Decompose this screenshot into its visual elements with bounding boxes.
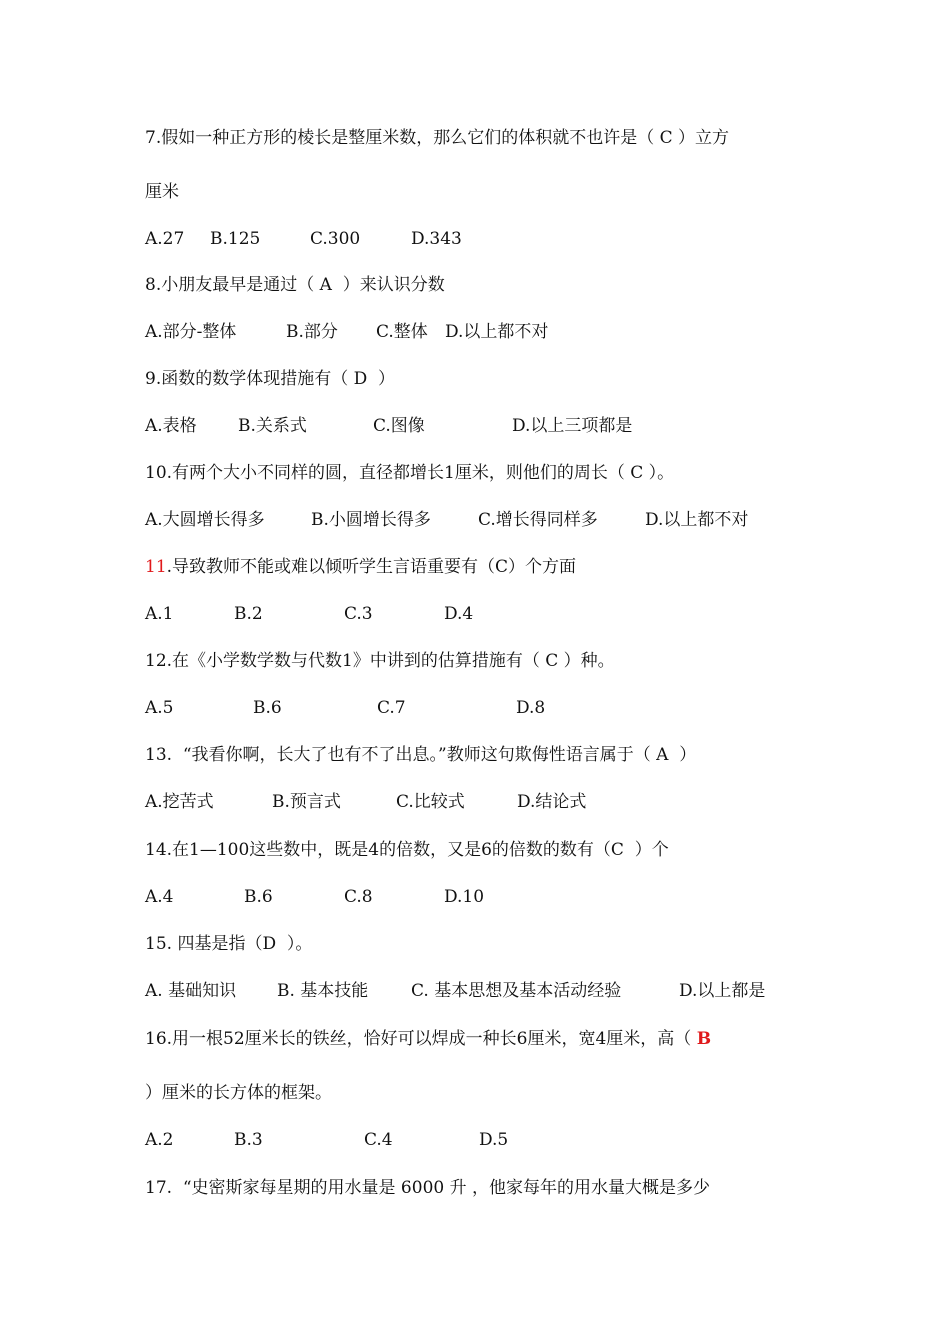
question-16-line-1 bbox=[145, 1028, 711, 1050]
option-b: B.2 bbox=[234, 604, 263, 624]
question-17: 17. “史密斯家每星期的用水量是 6000 升 ，他家每年的用水量大概是多少 bbox=[145, 1178, 711, 1198]
option-d: D.5 bbox=[479, 1130, 509, 1150]
option-c: C.增长得同样多 bbox=[478, 510, 598, 530]
question-8: 8.小朋友最早是通过（ A ）来认识分数 bbox=[145, 275, 445, 295]
option-c: C.整体 bbox=[376, 322, 428, 342]
option-a: A.挖苦式 bbox=[145, 792, 214, 812]
option-b: B.关系式 bbox=[238, 416, 307, 436]
option-b: B.3 bbox=[234, 1130, 263, 1150]
option-b: B.小圆增长得多 bbox=[311, 510, 431, 530]
question-11-text: .导致教师不能或难以倾听学生言语重要有（C）个方面 bbox=[166, 557, 577, 577]
option-d: D.结论式 bbox=[517, 792, 587, 812]
option-a: A.部分-整体 bbox=[145, 322, 237, 342]
question-7-line-1: 7.假如一种正方形的棱长是整厘米数，那么它们的体积就不也许是（ C ）立方 bbox=[145, 128, 730, 148]
option-c: C. 基本思想及基本活动经验 bbox=[411, 981, 622, 1001]
option-a: A.1 bbox=[145, 604, 174, 624]
question-15: 15. 四基是指（D ）。 bbox=[145, 934, 313, 954]
option-a: A.大圆增长得多 bbox=[145, 510, 265, 530]
option-d: D.以上都是 bbox=[679, 981, 766, 1001]
option-b: B.6 bbox=[253, 698, 282, 718]
option-b: B.预言式 bbox=[272, 792, 341, 812]
question-12: 12.在《小学数学数与代数1》中讲到的估算措施有（ C ）种。 bbox=[145, 651, 615, 671]
option-d: D.8 bbox=[516, 698, 546, 718]
option-a: A.27 bbox=[145, 229, 185, 249]
option-d: D.10 bbox=[444, 887, 485, 907]
option-c: C.8 bbox=[344, 887, 373, 907]
question-16-line-2: ）厘米的长方体的框架。 bbox=[145, 1083, 332, 1103]
question-13: 13. “我看你啊，长大了也有不了出息。”教师这句欺侮性语言属于（ A ） bbox=[145, 745, 697, 765]
option-a: A.2 bbox=[145, 1130, 174, 1150]
question-7-line-2: 厘米 bbox=[145, 182, 179, 202]
option-c: C.图像 bbox=[373, 416, 425, 436]
option-c: C.7 bbox=[377, 698, 406, 718]
option-b: B.部分 bbox=[286, 322, 338, 342]
option-b: B. 基本技能 bbox=[277, 981, 369, 1001]
question-9: 9.函数的数学体现措施有（ D ） bbox=[145, 369, 396, 389]
question-16-answer: B bbox=[696, 1029, 712, 1049]
option-a: A. 基础知识 bbox=[145, 981, 237, 1001]
question-10: 10.有两个大小不同样的圆，直径都增长1厘米，则他们的周长（ C ）。 bbox=[145, 463, 675, 483]
option-c: C.3 bbox=[344, 604, 373, 624]
question-11-number: 11 bbox=[145, 557, 167, 577]
option-b: B.125 bbox=[210, 229, 261, 249]
option-d: D.343 bbox=[411, 229, 462, 249]
option-d: D.4 bbox=[444, 604, 474, 624]
option-a: A.4 bbox=[145, 887, 174, 907]
option-a: A.5 bbox=[145, 698, 174, 718]
question-14: 14.在1—100这些数中，既是4的倍数，又是6的倍数的数有（C ）个 bbox=[145, 840, 669, 860]
question-16-text: 16.用一根52厘米长的铁丝，恰好可以焊成一种长6厘米，宽4厘米，高（ bbox=[145, 1029, 697, 1049]
option-d: D.以上都不对 bbox=[445, 322, 549, 342]
question-11 bbox=[145, 556, 576, 578]
option-d: D.以上都不对 bbox=[645, 510, 749, 530]
option-c: C.300 bbox=[310, 229, 361, 249]
option-c: C.比较式 bbox=[396, 792, 465, 812]
option-b: B.6 bbox=[244, 887, 273, 907]
option-a: A.表格 bbox=[145, 416, 197, 436]
option-d: D.以上三项都是 bbox=[512, 416, 633, 436]
option-c: C.4 bbox=[364, 1130, 393, 1150]
